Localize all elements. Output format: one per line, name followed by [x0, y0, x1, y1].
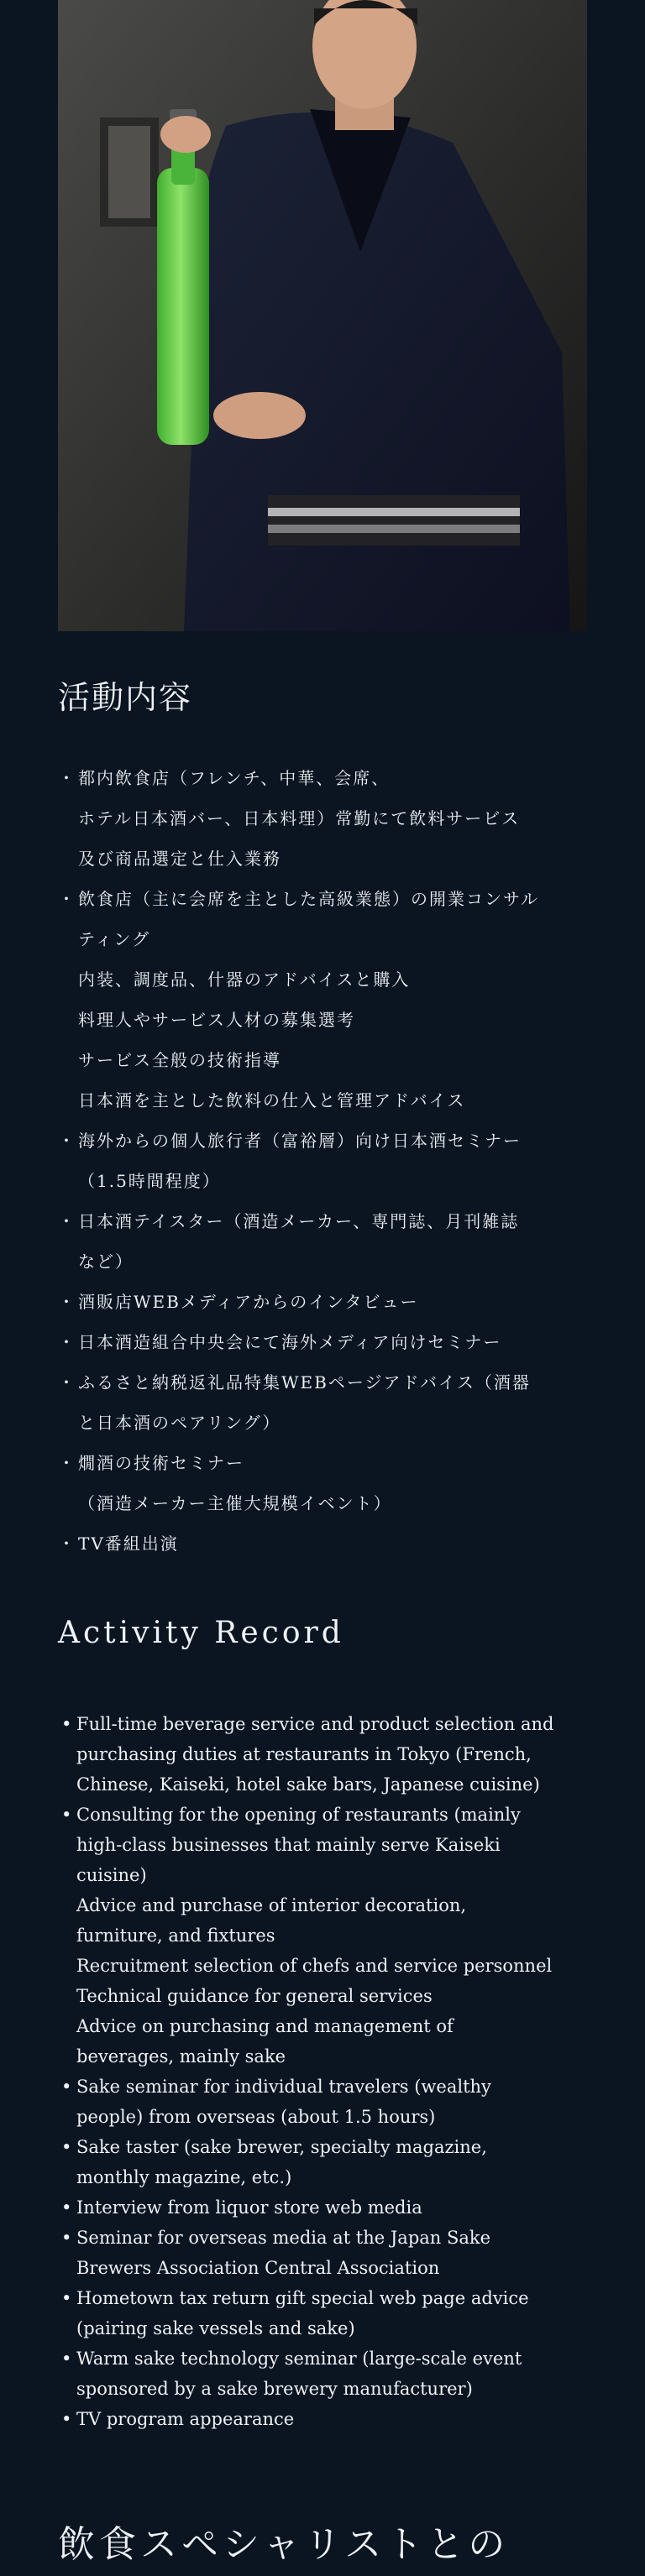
list-item: など）	[78, 1251, 134, 1272]
list-item: beverages, mainly sake	[76, 2046, 286, 2067]
list-item: monthly magazine, etc.)	[76, 2167, 292, 2187]
list-item: 日本酒を主とした飲料の仕入と管理アドバイス	[78, 1090, 466, 1110]
list-item: • Full-time beverage service and product selection and	[58, 1709, 595, 1739]
list-item: ・ TV番組出演	[58, 1523, 595, 1564]
list-item: Technical guidance for general services	[76, 1986, 433, 2006]
list-item: • Consulting for the opening of restaurants (mainly	[58, 1800, 595, 1830]
list-item: • Warm sake technology seminar (large-scale event	[58, 2343, 595, 2374]
list-item: • TV program appearance	[58, 2404, 595, 2434]
list-item: • Seminar for overseas media at the Japan Sake	[58, 2223, 595, 2253]
list-item: • Sake taster (sake brewer, specialty magazine,	[58, 2132, 595, 2162]
next-section-title: 飲食スペシャリストとの	[58, 2523, 510, 2566]
sake-sommelier-photo	[58, 0, 587, 631]
list-item: ・ 日本酒造組合中央会にて海外メディア向けセミナー	[58, 1322, 595, 1362]
list-item: cuisine)	[76, 1865, 147, 1885]
list-item: 料理人やサービス人材の募集選考	[78, 1010, 355, 1030]
activities-jp-list	[58, 758, 595, 1564]
list-item: （1.5時間程度）	[78, 1171, 221, 1191]
list-item: ・ 日本酒テイスター（酒造メーカー、専門誌、月刊雑誌	[58, 1201, 595, 1241]
list-item: people) from overseas (about 1.5 hours)	[76, 2107, 436, 2127]
list-item: と日本酒のペアリング）	[78, 1413, 281, 1433]
activities-en-list	[58, 1709, 595, 2434]
list-item: • Interview from liquor store web media	[58, 2192, 595, 2223]
list-item: Brewers Association Central Association	[76, 2258, 440, 2278]
list-item: (pairing sake vessels and sake)	[76, 2318, 355, 2338]
list-item: ホテル日本酒バー、日本料理）常勤にて飲料サービス	[78, 808, 521, 828]
list-item: • Sake seminar for individual travelers (wealthy	[58, 2072, 595, 2102]
list-item: ・ 燗酒の技術セミナー	[58, 1443, 595, 1483]
list-item: ・ 都内飲食店（フレンチ、中華、会席、	[58, 758, 595, 798]
list-item: ・ 飲食店（主に会席を主とした高級業態）の開業コンサル	[58, 879, 595, 919]
profile-photo	[58, 0, 587, 631]
list-item: Advice and purchase of interior decoration,	[76, 1895, 467, 1915]
list-item: 及び商品選定と仕入業務	[78, 849, 281, 869]
list-item: ティング	[78, 929, 150, 949]
list-item: Chinese, Kaiseki, hotel sake bars, Japanese cuisine)	[76, 1774, 540, 1795]
list-item: • Hometown tax return gift special web page advice	[58, 2283, 595, 2313]
list-item: ・ 海外からの個人旅行者（富裕層）向け日本酒セミナー	[58, 1121, 595, 1161]
list-item: high-class businesses that mainly serve Kaiseki	[76, 1835, 501, 1855]
list-item: Recruitment selection of chefs and service personnel	[76, 1956, 553, 1976]
list-item: Advice on purchasing and management of	[76, 2016, 454, 2036]
activities-jp-title: 活動内容	[58, 679, 193, 716]
list-item: sponsored by a sake brewery manufacturer)	[76, 2379, 473, 2399]
list-item: ・ 酒販店WEBメディアからのインタビュー	[58, 1282, 595, 1322]
list-item: （酒造メーカー主催大規模イベント）	[78, 1493, 392, 1513]
list-item: サービス全般の技術指導	[78, 1050, 281, 1070]
list-item: purchasing duties at restaurants in Tokyo (French,	[76, 1744, 532, 1764]
activities-en-title: Activity Record	[58, 1616, 344, 1650]
list-item: furniture, and fixtures	[76, 1925, 275, 1946]
list-item: ・ ふるさと納税返礼品特集WEBページアドバイス（酒器	[58, 1362, 595, 1403]
list-item: 内装、調度品、什器のアドバイスと購入	[78, 969, 411, 990]
